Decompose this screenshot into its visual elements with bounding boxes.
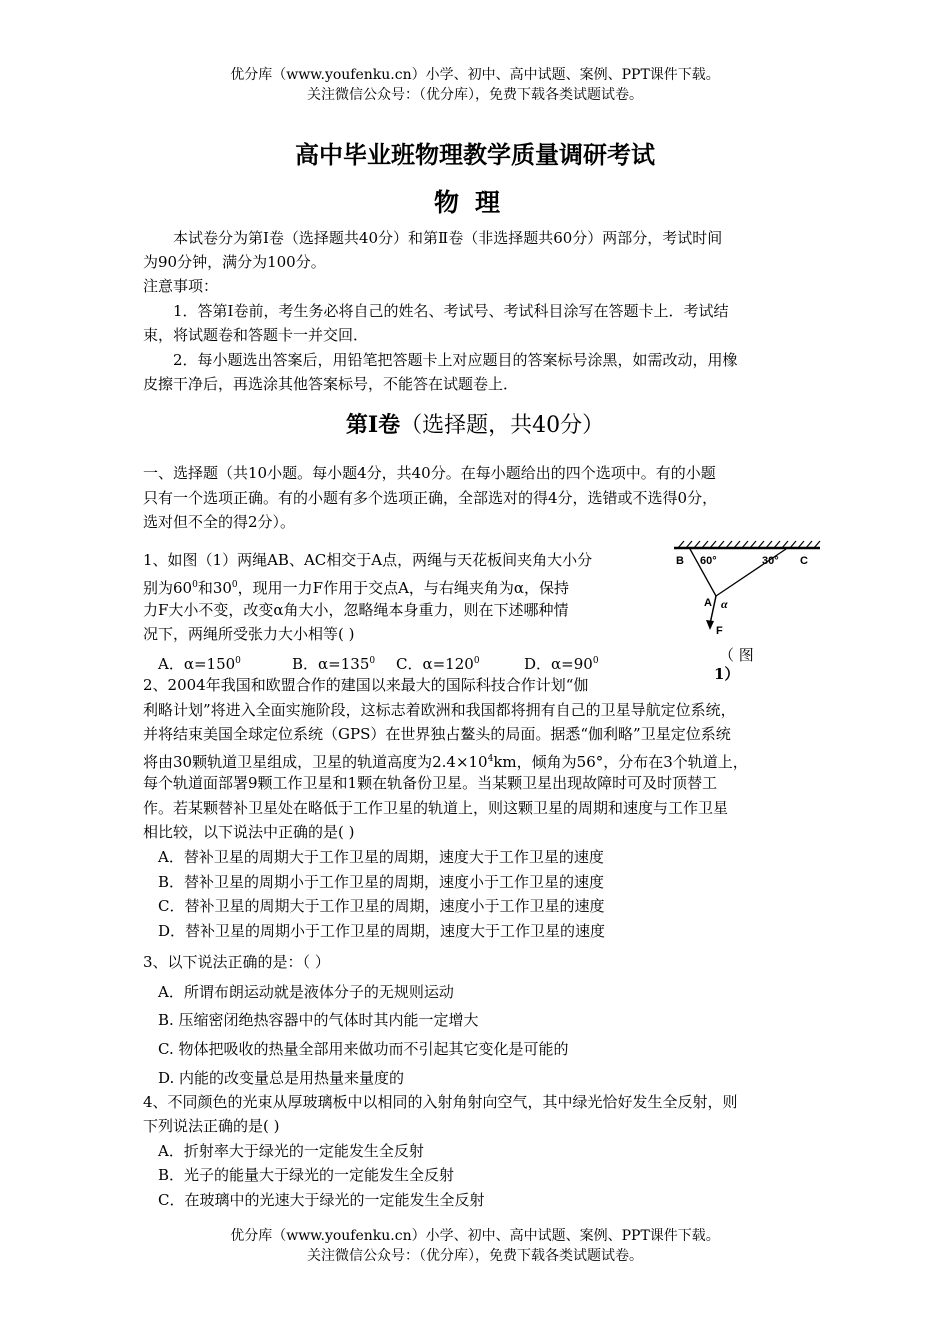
label-60: 60° xyxy=(700,555,717,567)
q2-line-3: 并将结束美国全球定位系统（GPS）在世界独占鳌头的局面。据悉“伽利略”卫星定位系统 xyxy=(143,725,731,743)
q3-option-b: B. 压缩密闭绝热容器中的气体时其内能一定增大 xyxy=(158,1011,479,1029)
q3-option-c: C. 物体把吸收的热量全部用来做功而不引起其它变化是可能的 xyxy=(158,1040,569,1058)
q4-option-c: C．在玻璃中的光速大于绿光的一定能发生全反射 xyxy=(158,1191,485,1209)
q1-option-d: D．$\alpha=90^0$ xyxy=(524,655,599,673)
figure-1-diagram xyxy=(668,538,828,642)
notice-2b: 皮擦干净后，再选涂其他答案标号，不能答在试题卷上． xyxy=(143,375,519,393)
q2-option-b: B．替补卫星的周期小于工作卫星的周期，速度小于工作卫星的速度 xyxy=(158,873,605,891)
section-heading-rest: （选择题，共40分） xyxy=(400,413,605,438)
footer-line-2: 关注微信公众号：（优分库），免费下载各类试题试卷。 xyxy=(307,1248,643,1264)
q2-option-d: D．替补卫星的周期小于工作卫星的周期，速度大于工作卫星的速度 xyxy=(158,922,606,940)
figure-1-caption-b: 1） xyxy=(714,665,740,683)
q2-line-4: 将由30颗轨道卫星组成，卫星的轨道高度为$2.4\times 10^4km$，倾角为56°，分布在3个轨道上， xyxy=(143,753,748,771)
part1-line-3: 选对但不全的得2分）。 xyxy=(143,513,296,531)
notice-1b: 束，将试题卷和答题卡一并交回． xyxy=(143,326,369,344)
section-heading-bold: 第Ⅰ卷 xyxy=(345,412,401,438)
notice-heading: 注意事项： xyxy=(143,277,219,295)
label-f: F xyxy=(716,625,723,637)
q2-option-a: A．替补卫星的周期大于工作卫星的周期，速度大于工作卫星的速度 xyxy=(158,848,604,866)
q4-line-2: 下列说法正确的是( ) xyxy=(143,1117,280,1135)
q1-line-2: 别为$60^0$和$30^0$，现用一力F作用于交点A，与右绳夹角为α，保持 xyxy=(143,579,570,597)
q3-option-d: D. 内能的改变量总是用热量来量度的 xyxy=(158,1069,405,1087)
q2-line-2: 利略计划”将进入全面实施阶段，这标志着欧洲和我国都将拥有自己的卫星导航定位系统， xyxy=(143,701,736,719)
q3-stem: 3、以下说法正确的是：（ ） xyxy=(143,953,330,971)
label-30: 30° xyxy=(762,555,779,567)
subject-title: 物理 xyxy=(433,188,516,217)
notice-1a: 1．答第Ⅰ卷前，考生务必将自己的姓名、考试号、考试科目涂写在答题卡上．考试结 xyxy=(173,302,729,320)
q2-line-6: 作。若某颗替补卫星处在略低于工作卫星的轨道上，则这颗卫星的周期和速度与工作卫星 xyxy=(143,799,729,817)
section-heading xyxy=(0,408,950,439)
q1-line-1: 1、如图（1）两绳AB、AC相交于A点，两绳与天花板间夹角大小分 xyxy=(143,551,593,569)
notice-2a: 2．每小题选出答案后，用铅笔把答题卡上对应题目的答案标号涂黑，如需改动，用橡 xyxy=(173,351,738,369)
part1-line-1: 一、选择题（共10小题。每小题4分，共40分。在每小题给出的四个选项中。有的小题 xyxy=(143,464,716,482)
part1-line-2: 只有一个选项正确。有的小题有多个选项正确，全部选对的得4分，选错或不选得0分， xyxy=(143,489,718,507)
figure-1-caption-a: （ 图 xyxy=(719,646,754,664)
q1-option-c: C．$\alpha=120^0$ xyxy=(396,655,480,673)
q1-line-3: 力F大小不变，改变α角大小，忽略绳本身重力，则在下述哪种情 xyxy=(143,601,569,619)
label-b: B xyxy=(676,555,684,567)
q4-option-a: A．折射率大于绿光的一定能发生全反射 xyxy=(158,1142,424,1160)
q2-line-1: 2、2004年我国和欧盟合作的建国以来最大的国际科技合作计划“伽 xyxy=(143,676,589,694)
label-alpha: α xyxy=(721,597,728,611)
footer-line-1: 优分库（www.youfenku.cn）小学、初中、高中试题、案例、PPT课件下载。 xyxy=(230,1228,720,1244)
intro-line-1: 本试卷分为第Ⅰ卷（选择题共40分）和第Ⅱ卷（非选择题共60分）两部分，考试时间 xyxy=(173,229,723,247)
q1-option-a: A．$\alpha=150^0$ xyxy=(158,655,241,673)
q2-line-5: 每个轨道面部署9颗工作卫星和1颗在轨备份卫星。当某颗卫星出现故障时可及时顶替工 xyxy=(143,774,718,792)
q3-option-a: A．所谓布朗运动就是液体分子的无规则运动 xyxy=(158,983,454,1001)
q2-option-c: C．替补卫星的周期大于工作卫星的周期，速度小于工作卫星的速度 xyxy=(158,897,605,915)
intro-line-2: 为90分钟，满分为100分。 xyxy=(143,253,326,271)
label-c: C xyxy=(800,555,808,567)
q1-option-b: B．$\alpha=135^0$ xyxy=(292,655,376,673)
q2-line-7: 相比较，以下说法中正确的是( ) xyxy=(143,823,355,841)
label-a: A xyxy=(704,597,712,609)
header-line-2: 关注微信公众号：（优分库），免费下载各类试题试卷。 xyxy=(307,87,643,103)
q4-line-1: 4、不同颜色的光束从厚玻璃板中以相同的入射角射向空气，其中绿光恰好发生全反射，则 xyxy=(143,1093,738,1111)
q4-option-b: B．光子的能量大于绿光的一定能发生全反射 xyxy=(158,1166,455,1184)
q1-line-4: 况下，两绳所受张力大小相等( ) xyxy=(143,625,355,643)
exam-title: 高中毕业班物理教学质量调研考试 xyxy=(295,140,655,169)
header-line-1: 优分库（www.youfenku.cn）小学、初中、高中试题、案例、PPT课件下载。 xyxy=(230,67,720,83)
